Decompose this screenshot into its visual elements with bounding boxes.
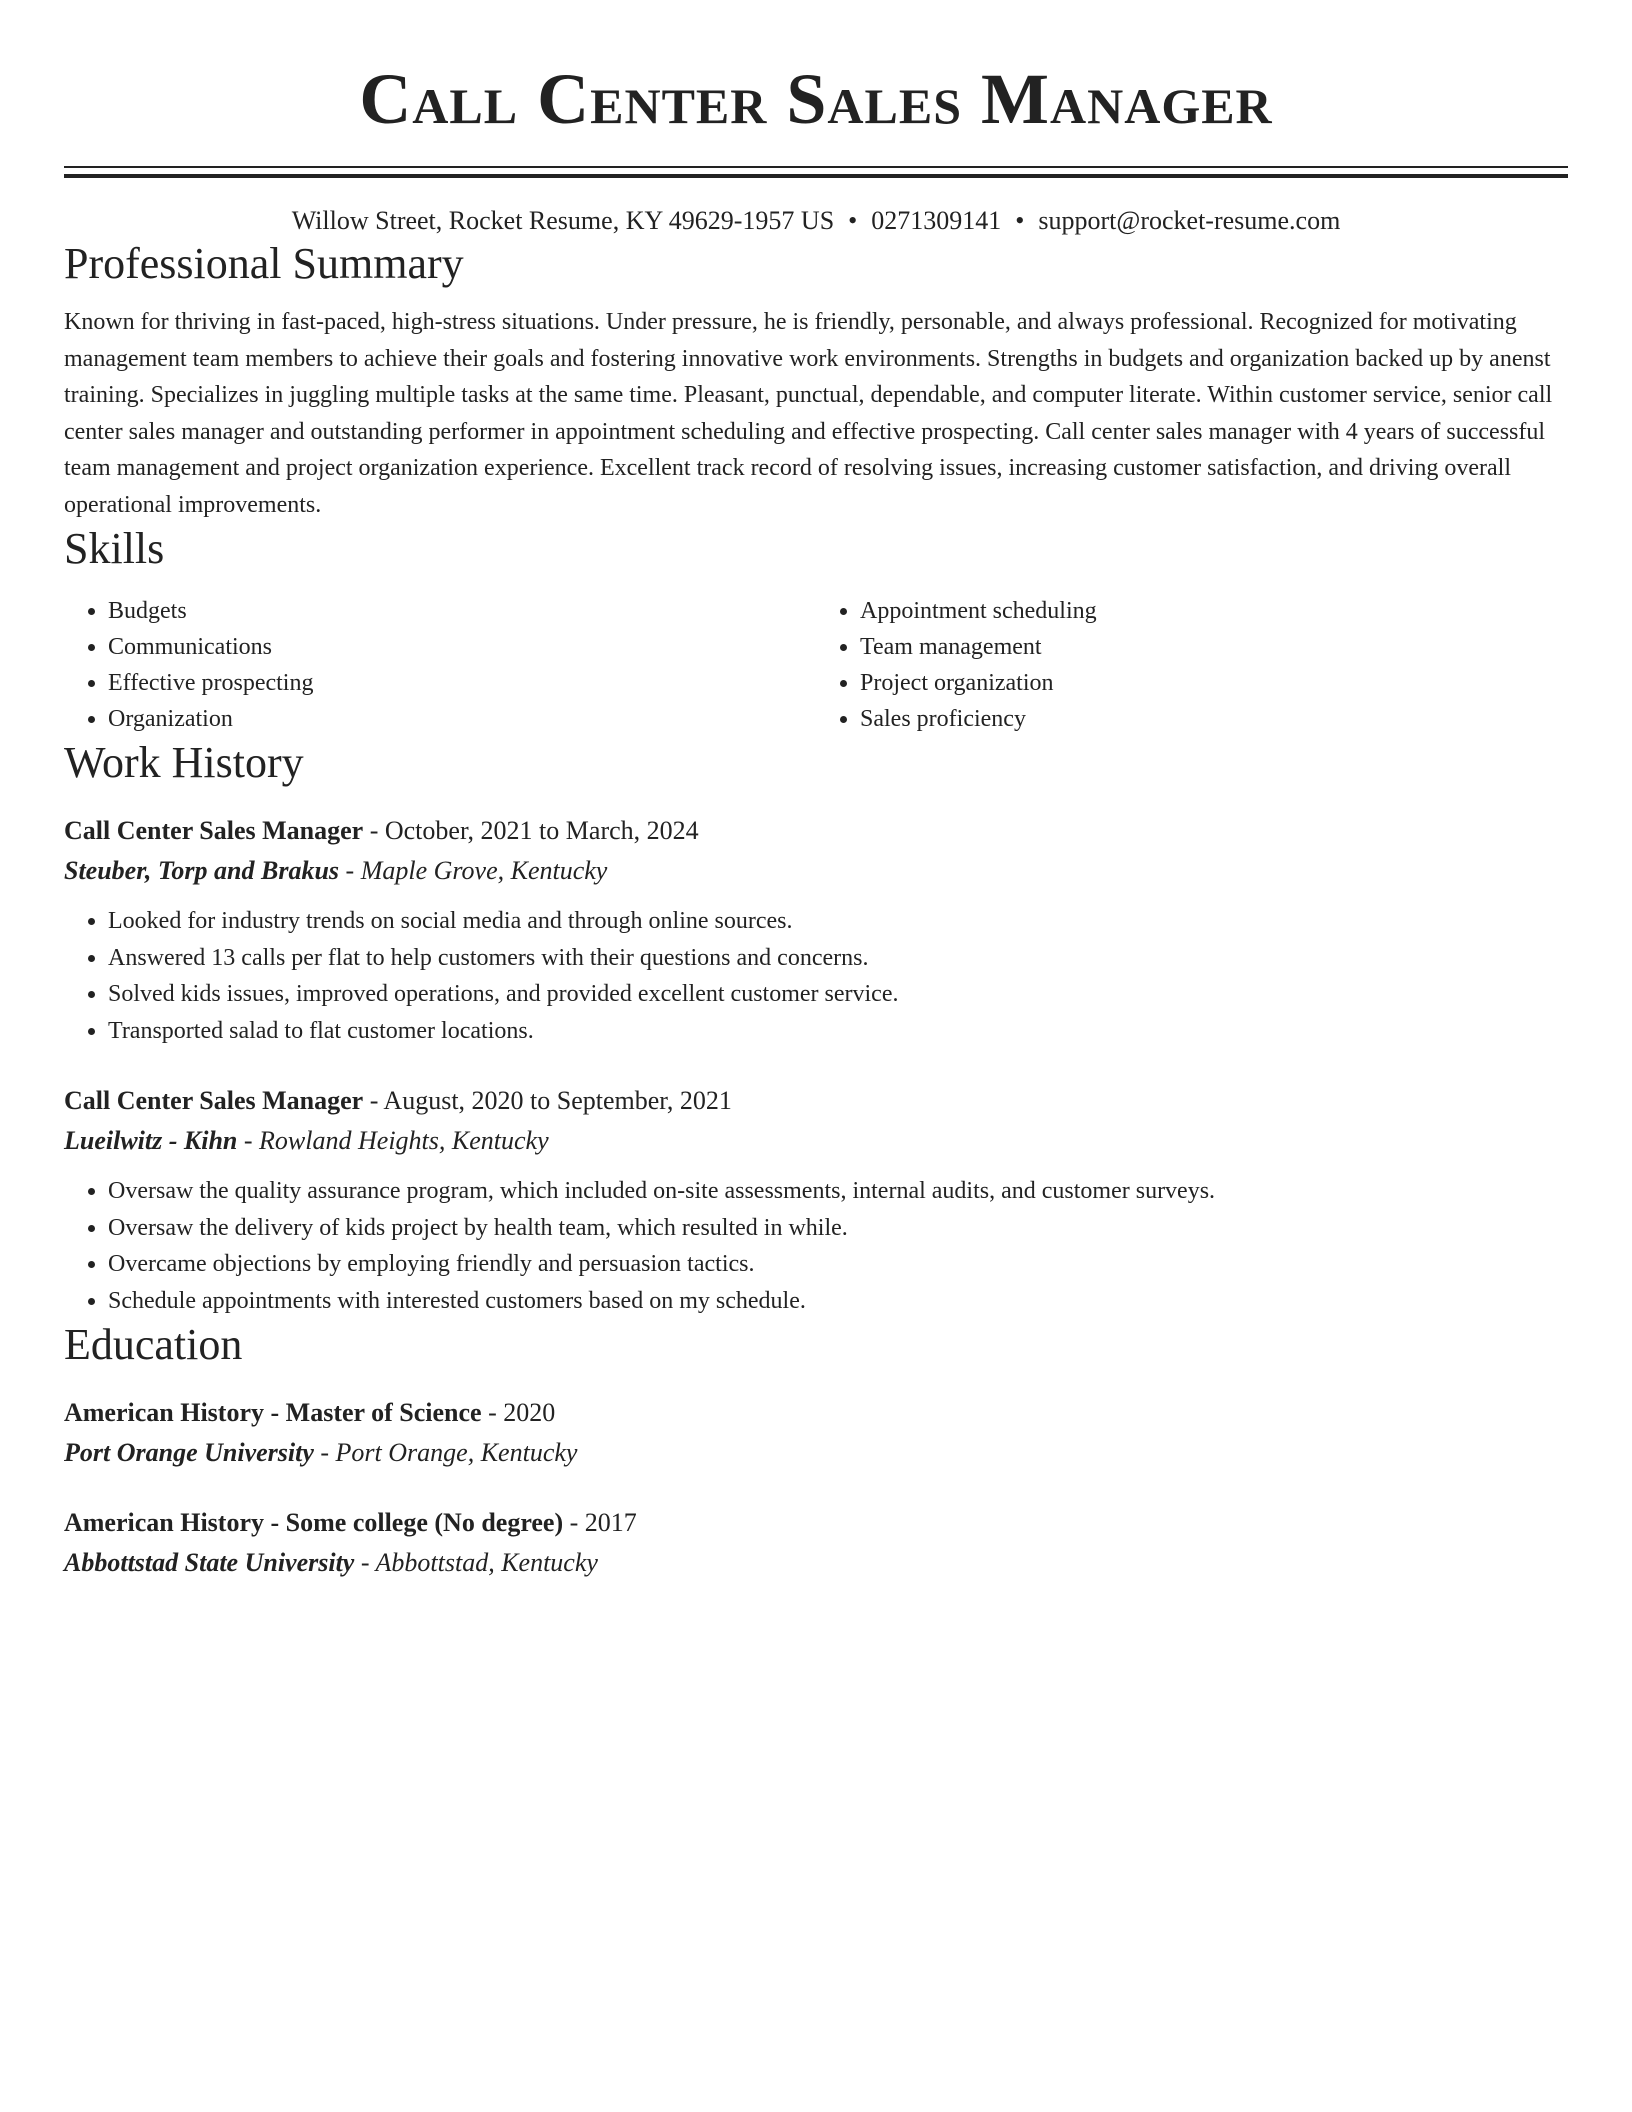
- summary-text: Known for thriving in fast-paced, high-stress situations. Under pressure, he is friendly, personable, and always professional. Recognized for motivating management team members to achieve their goals and fostering innovative work environments. Strengths in budgets and organization backed up by anenst training. Specializes in juggling multiple tasks at the same time. Pleasant, punctual, dependable, and computer literate. Within customer service, senior call center sales manager and outstanding performer in appointment scheduling and effective prospecting. Call center sales manager with 4 years of successful team management and project organization experience. Excellent track record of resolving issues, increasing customer satisfaction, and driving overall operational improvements.: [64, 309, 1553, 518]
- job-bullet: • Overcame objections by employing friendly and persuasion tactics.: [108, 1246, 1568, 1283]
- job-entry: [64, 811, 1568, 1049]
- education-year: - 2017: [563, 1508, 637, 1537]
- job-header: [64, 1081, 1568, 1121]
- job-bullet: • Solved kids issues, improved operations, and provided excellent customer service.: [108, 976, 1568, 1013]
- education-degree: American History - Master of Science: [64, 1398, 482, 1427]
- skill-item: • Organization: [108, 701, 816, 737]
- job-bullet: • Oversaw the delivery of kids project by health team, which resulted in while.: [108, 1210, 1568, 1247]
- education-institution: [64, 1433, 1568, 1473]
- skills-heading: Skills: [64, 524, 165, 573]
- job-title: Call Center Sales Manager: [64, 1086, 364, 1115]
- job-bullet: • Schedule appointments with interested customers based on my schedule.: [108, 1283, 1568, 1320]
- job-header: [64, 811, 1568, 851]
- job-employer: [64, 851, 1568, 891]
- job-location: - Rowland Heights, Kentucky: [237, 1126, 549, 1155]
- contact-phone: 0271309141: [871, 206, 1002, 235]
- skills-column-right: [816, 593, 1568, 737]
- job-title: Call Center Sales Manager: [64, 816, 364, 845]
- education-degree: American History - Some college (No degree): [64, 1508, 564, 1537]
- contact-separator: •: [1015, 206, 1025, 235]
- education-header: [64, 1503, 1568, 1543]
- education-header: [64, 1393, 1568, 1433]
- education-entry: [64, 1503, 1568, 1583]
- job-dates: - August, 2020 to September, 2021: [363, 1086, 732, 1115]
- skill-item: • Communications: [108, 629, 816, 665]
- contact-address: Willow Street, Rocket Resume, KY 49629-1957 US: [291, 206, 835, 235]
- education-heading: Education: [64, 1320, 243, 1369]
- title-divider: [64, 166, 1568, 178]
- skill-item: • Effective prospecting: [108, 665, 816, 701]
- skill-item: • Project organization: [860, 665, 1568, 701]
- education-location: - Port Orange, Kentucky: [313, 1438, 578, 1467]
- skill-item: • Budgets: [108, 593, 816, 629]
- job-employer: [64, 1121, 1568, 1161]
- job-entry: [64, 1081, 1568, 1319]
- skills-column-left: [64, 593, 816, 737]
- job-bullet: • Oversaw the quality assurance program, which included on-site assessments, internal audits, and customer surveys.: [108, 1173, 1568, 1210]
- resume-title: Call Center Sales Manager: [359, 59, 1273, 139]
- job-bullets: [64, 903, 1568, 1049]
- job-bullet: • Transported salad to flat customer locations.: [108, 1013, 1568, 1050]
- job-bullet: • Answered 13 calls per flat to help customers with their questions and concerns.: [108, 940, 1568, 977]
- contact-line: [64, 204, 1568, 238]
- job-location: - Maple Grove, Kentucky: [339, 856, 608, 885]
- skill-item: • Appointment scheduling: [860, 593, 1568, 629]
- summary-heading: Professional Summary: [64, 239, 464, 288]
- education-location: - Abbottstad, Kentucky: [354, 1548, 598, 1577]
- education-school: Port Orange University: [64, 1438, 314, 1467]
- job-bullet: • Looked for industry trends on social media and through online sources.: [108, 903, 1568, 940]
- contact-separator: •: [848, 206, 858, 235]
- skill-item: • Team management: [860, 629, 1568, 665]
- job-company: Steuber, Torp and Brakus: [64, 856, 340, 885]
- education-school: Abbottstad State University: [64, 1548, 355, 1577]
- skills-list: [64, 593, 1568, 737]
- education-institution: [64, 1543, 1568, 1583]
- job-dates: - October, 2021 to March, 2024: [363, 816, 699, 845]
- education-year: - 2020: [481, 1398, 556, 1427]
- job-company: Lueilwitz - Kihn: [64, 1126, 238, 1155]
- contact-email: support@rocket-resume.com: [1038, 206, 1341, 235]
- education-entry: [64, 1393, 1568, 1473]
- work-history-heading: Work History: [64, 738, 304, 787]
- skill-item: • Sales proficiency: [860, 701, 1568, 737]
- job-bullets: [64, 1173, 1568, 1319]
